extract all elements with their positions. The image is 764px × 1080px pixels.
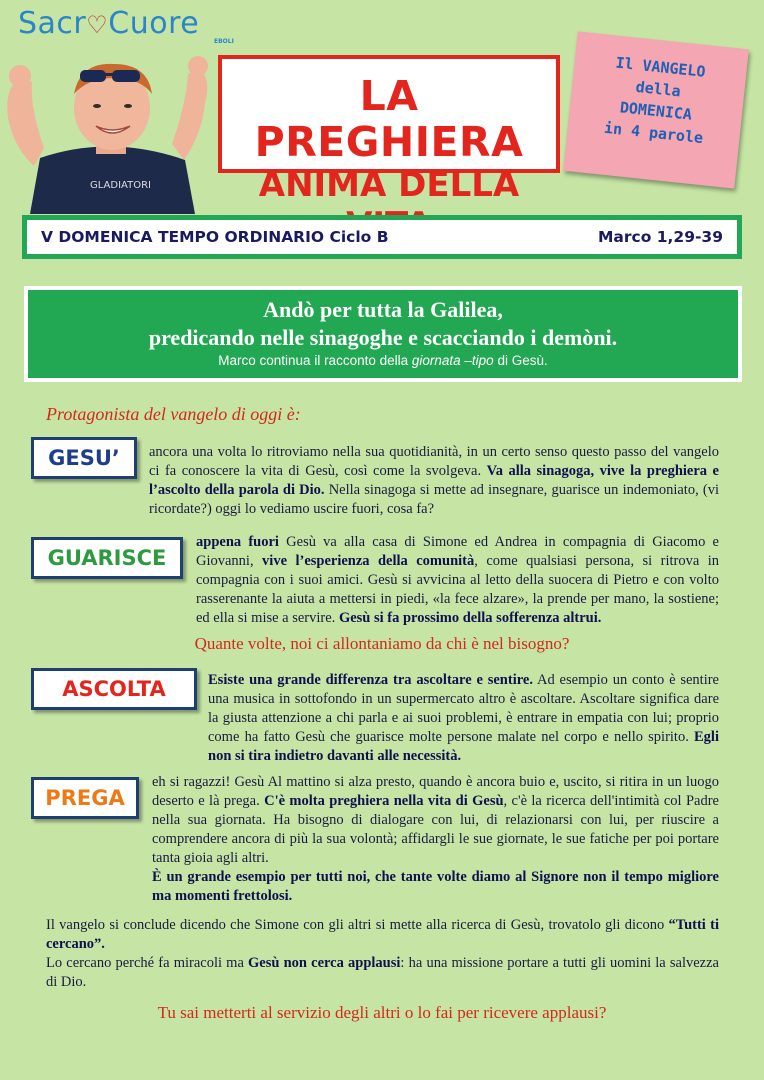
note-line: della bbox=[634, 77, 682, 101]
title-banner bbox=[218, 55, 560, 205]
logo-subtitle: EBOLI bbox=[214, 38, 234, 45]
logo-text-left: Sacr bbox=[18, 6, 87, 41]
gospel-headline bbox=[24, 286, 742, 382]
logo bbox=[18, 6, 199, 41]
protagonist-heading: Protagonista del vangelo di oggi è: bbox=[46, 404, 301, 424]
heart-cross-icon: ♡ bbox=[86, 11, 109, 39]
liturgical-sunday: V DOMENICA TEMPO ORDINARIO Ciclo B bbox=[41, 228, 389, 246]
boy-thumbs-up-photo bbox=[0, 48, 220, 214]
tag-gesu: GESU’ bbox=[31, 437, 137, 479]
tag-ascolta: ASCOLTA bbox=[31, 668, 197, 710]
svg-text:GLADIATORI: GLADIATORI bbox=[90, 180, 151, 191]
vangelo-sticky-note bbox=[563, 31, 749, 188]
logo-text-right: Cuore bbox=[108, 6, 200, 41]
paragraph-guarisce: appena fuori Gesù va alla casa di Simone ed Andrea in compagnia di Giacomo e Giovanni, vive l’esperienza della comunità, come qualsiasi persona, si ritrova in compagnia con i suoi amici. Gesù si avvicina al letto della suocera di Pietro e con volto rasserenante la aiuta a mettersi in piedi, «la fece alzare», la prende per mano, la sostiene; ed ella si mise a servire. Gesù si fa prossimo della sofferenza altrui. bbox=[196, 534, 720, 626]
question-2: Tu sai metterti al servizio degli altri o lo fai per ricevere applausi? bbox=[157, 1003, 607, 1022]
note-line: DOMENICA bbox=[619, 98, 693, 124]
sunday-info-bar bbox=[22, 215, 742, 259]
headline-line-1: Andò per tutta la Galilea, bbox=[263, 297, 503, 322]
headline-line-2: predicando nelle sinagoghe e scacciando i demòni. bbox=[148, 325, 618, 350]
paragraph-gesu: ancora una volta lo ritroviamo nella sua quotidianità, in un certo senso questo passo del vangelo ci fa conoscere la vita di Gesù, così come la svolgeva. Va alla sinagoga, vive la preghiera e l’ascolto della parola di Dio. Nella sinagoga si mette ad insegnare, guarisce un indemoniato, (vi ricordate?) oggi lo vediamo uscire fuori, cosa fa? bbox=[149, 444, 719, 517]
paragraph-prega: eh si ragazzi! Gesù Al mattino si alza presto, quando è ancora buio e, uscito, si ritira in un luogo deserto e là prega. C'è molta preghiera nella vita di Gesù, c'è la ricerca dell'intimità col Padre nella sua giornata. Ha bisogno di dialogare con lui, di relazionarsi con lui, per riuscire a comprendere ancora di più la sua volontà; affidargli le sue giornate, le sue fatiche per poi portare tanta gioia agli altri. È un grande esempio per tutti noi, che tante volte diamo al Signore non il tempo migliore ma momenti frettolosi. bbox=[152, 774, 719, 904]
headline-subtitle: Marco continua il racconto della giornata –tipo di Gesù. bbox=[218, 353, 548, 368]
gospel-reference: Marco 1,29-39 bbox=[597, 228, 723, 246]
question-1: Quante volte, noi ci allontaniamo da chi è nel bisogno? bbox=[194, 634, 570, 653]
note-line: Il VANGELO bbox=[614, 53, 707, 81]
paragraph-ascolta: Esiste una grande differenza tra ascoltare e sentire. Ad esempio un conto è sentire una musica in sottofondo in un supermercato altro è ascoltare. Ascoltare significa dare la giusta attenzione a chi parla e ai suoi problemi, è entrare in empatia con lui; proprio come ha fatto Gesù che guarisce molte persone malate nel corpo e nello spirito. Egli non si tira indietro davanti alle necessità. bbox=[208, 672, 719, 764]
title-line-2: ANIMA DELLA bbox=[258, 165, 520, 205]
paragraph-conclusion: Il vangelo si conclude dicendo che Simone con gli altri si mette alla ricerca di Gesù, trovatolo gli dicono “Tutti ti cercano”. Lo cercano perché fa miracoli ma Gesù non cerca applausi: ha una missione portare a tutti gli uomini la salvezza di Dio. bbox=[46, 917, 719, 990]
tag-prega: PREGA bbox=[31, 777, 139, 819]
title-line-1: LA PREGHIERA bbox=[254, 72, 524, 166]
note-line: in 4 parole bbox=[603, 118, 704, 148]
tag-guarisce: GUARISCE bbox=[31, 537, 183, 579]
